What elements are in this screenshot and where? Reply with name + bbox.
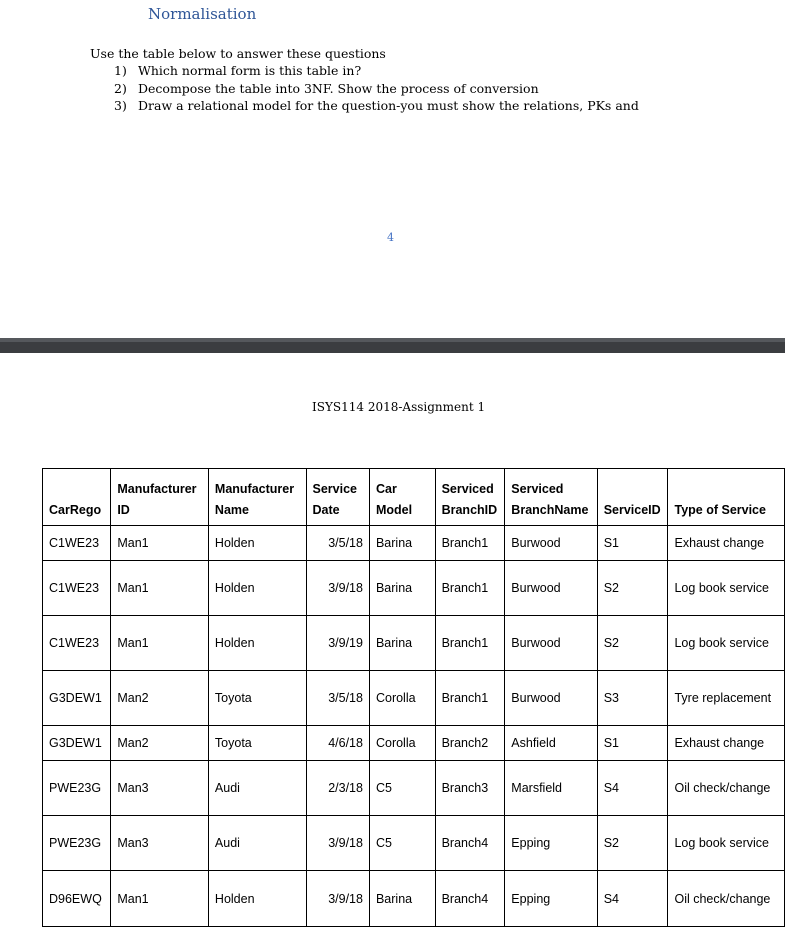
- table-cell: Man1: [111, 871, 209, 927]
- table-cell: Man3: [111, 816, 209, 871]
- table-cell: Branch1: [435, 671, 505, 726]
- table-cell: Branch1: [435, 561, 505, 616]
- table-cell: 4/6/18: [306, 726, 369, 761]
- table-cell: Man3: [111, 761, 209, 816]
- table-cell: S2: [597, 616, 668, 671]
- table-cell: Holden: [208, 526, 306, 561]
- service-table: [42, 468, 785, 927]
- table-row: [43, 526, 785, 561]
- table-cell: 3/9/18: [306, 871, 369, 927]
- table-cell: Branch2: [435, 726, 505, 761]
- question-number: 2): [114, 81, 127, 96]
- table-cell: S4: [597, 871, 668, 927]
- table-cell: Epping: [505, 871, 597, 927]
- column-header: Manufacturer ID: [111, 469, 209, 526]
- table-cell: Ashfield: [505, 726, 597, 761]
- question-text: Which normal form is this table in?: [138, 63, 362, 78]
- table-cell: C1WE23: [43, 561, 111, 616]
- table-cell: PWE23G: [43, 816, 111, 871]
- table-cell: S2: [597, 561, 668, 616]
- table-cell: Barina: [369, 561, 435, 616]
- table-row: [43, 871, 785, 927]
- table-cell: 3/9/19: [306, 616, 369, 671]
- table-body: [43, 526, 785, 927]
- column-header: Serviced BranchID: [435, 469, 505, 526]
- table-cell: Man2: [111, 671, 209, 726]
- table-cell: Log book service: [668, 616, 785, 671]
- question-text: Draw a relational model for the question-you must show the relations, PKs and: [138, 98, 639, 113]
- table-cell: C5: [369, 816, 435, 871]
- question-item: [114, 63, 361, 78]
- column-header: Service Date: [306, 469, 369, 526]
- table-cell: S4: [597, 761, 668, 816]
- table-cell: Oil check/change: [668, 871, 785, 927]
- table-cell: C5: [369, 761, 435, 816]
- table-cell: Epping: [505, 816, 597, 871]
- table-cell: Marsfield: [505, 761, 597, 816]
- table-cell: 3/9/18: [306, 816, 369, 871]
- page-separator: [0, 338, 785, 353]
- question-item: [114, 98, 639, 113]
- table-cell: Burwood: [505, 526, 597, 561]
- question-text: Decompose the table into 3NF. Show the process of conversion: [138, 81, 539, 96]
- intro-text: Use the table below to answer these questions: [90, 46, 386, 61]
- page-number: 4: [387, 231, 394, 244]
- table-cell: Branch1: [435, 616, 505, 671]
- table-row: [43, 761, 785, 816]
- document-header-title: ISYS114 2018-Assignment 1: [312, 400, 486, 414]
- table-cell: S1: [597, 526, 668, 561]
- table-cell: Branch3: [435, 761, 505, 816]
- table-row: [43, 671, 785, 726]
- table-cell: Toyota: [208, 671, 306, 726]
- table-cell: Log book service: [668, 561, 785, 616]
- table-cell: G3DEW1: [43, 726, 111, 761]
- table-cell: C1WE23: [43, 616, 111, 671]
- section-heading: Normalisation: [148, 5, 257, 23]
- table-cell: 3/9/18: [306, 561, 369, 616]
- table-cell: Toyota: [208, 726, 306, 761]
- column-header: ServiceID: [597, 469, 668, 526]
- table-cell: Holden: [208, 616, 306, 671]
- question-number: 1): [114, 63, 127, 78]
- question-item: [114, 81, 539, 96]
- table-cell: Holden: [208, 871, 306, 927]
- document-page-1: [0, 0, 785, 338]
- table-row: [43, 616, 785, 671]
- column-header: Type of Service: [668, 469, 785, 526]
- table-cell: Barina: [369, 616, 435, 671]
- table-cell: S2: [597, 816, 668, 871]
- table-cell: 3/5/18: [306, 671, 369, 726]
- table-header-row: [43, 469, 785, 526]
- table-cell: Burwood: [505, 616, 597, 671]
- table-cell: Man1: [111, 616, 209, 671]
- column-header: Car Model: [369, 469, 435, 526]
- table-cell: 3/5/18: [306, 526, 369, 561]
- table-cell: Exhaust change: [668, 526, 785, 561]
- table-cell: Barina: [369, 526, 435, 561]
- table-cell: Barina: [369, 871, 435, 927]
- table-cell: 2/3/18: [306, 761, 369, 816]
- question-number: 3): [114, 98, 127, 113]
- table-cell: Branch4: [435, 816, 505, 871]
- table-cell: Man1: [111, 526, 209, 561]
- table-cell: D96EWQ: [43, 871, 111, 927]
- table-cell: S1: [597, 726, 668, 761]
- table-cell: Corolla: [369, 671, 435, 726]
- table-row: [43, 726, 785, 761]
- table-cell: Tyre replacement: [668, 671, 785, 726]
- table-cell: Exhaust change: [668, 726, 785, 761]
- table-cell: Man2: [111, 726, 209, 761]
- document-page-2: [0, 353, 785, 931]
- table-cell: Holden: [208, 561, 306, 616]
- table-row: [43, 816, 785, 871]
- column-header: Manufacturer Name: [208, 469, 306, 526]
- table-cell: Corolla: [369, 726, 435, 761]
- table-cell: C1WE23: [43, 526, 111, 561]
- column-header: Serviced BranchName: [505, 469, 597, 526]
- table-cell: Log book service: [668, 816, 785, 871]
- table-cell: S3: [597, 671, 668, 726]
- table-cell: Oil check/change: [668, 761, 785, 816]
- table-row: [43, 561, 785, 616]
- table-cell: Audi: [208, 761, 306, 816]
- table-cell: Man1: [111, 561, 209, 616]
- table-cell: Burwood: [505, 561, 597, 616]
- table-cell: PWE23G: [43, 761, 111, 816]
- table-cell: Branch4: [435, 871, 505, 927]
- table-cell: Burwood: [505, 671, 597, 726]
- table-cell: G3DEW1: [43, 671, 111, 726]
- table-cell: Audi: [208, 816, 306, 871]
- column-header: CarRego: [43, 469, 111, 526]
- table-viewport: [0, 353, 785, 931]
- table-cell: Branch1: [435, 526, 505, 561]
